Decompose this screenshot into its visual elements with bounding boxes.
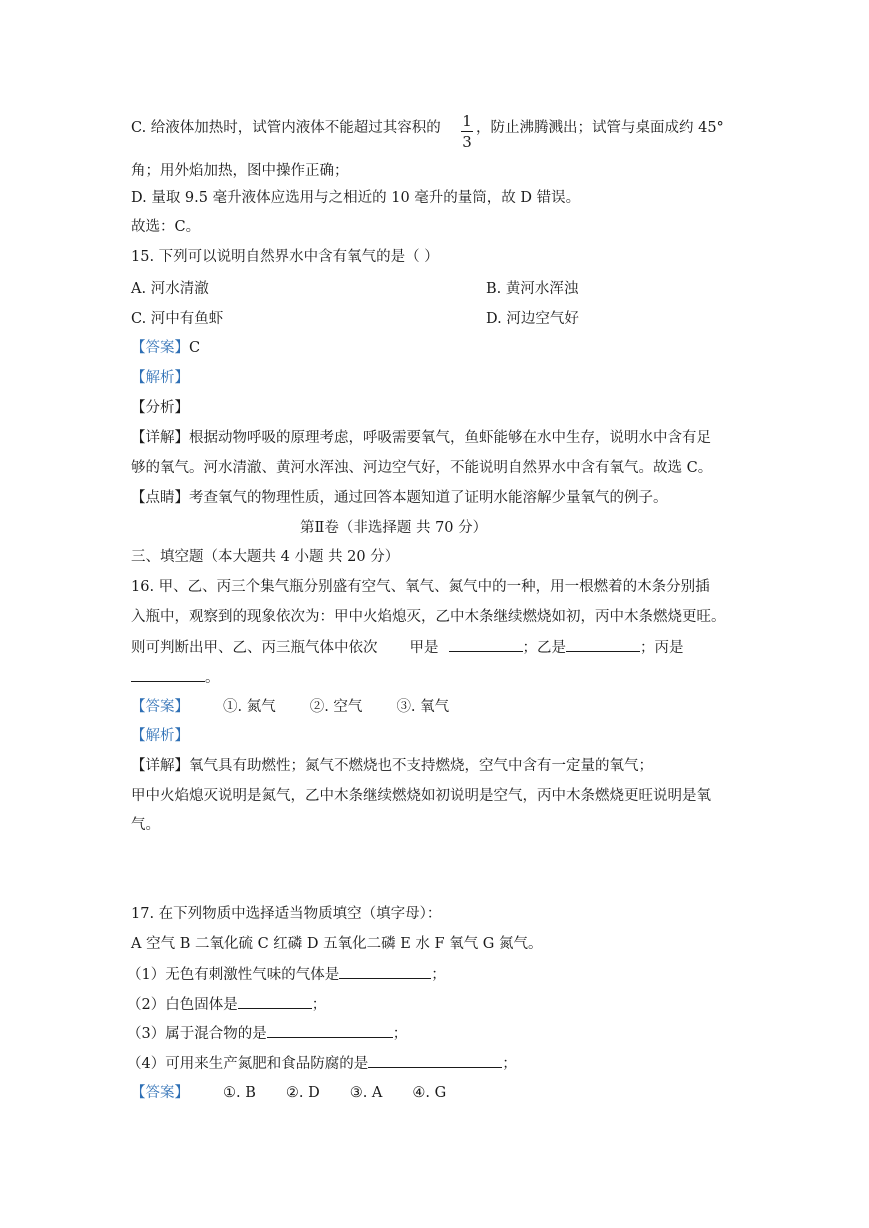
q17-item-1: （1）无色有刺激性气味的气体是 ； — [127, 964, 446, 985]
detail-tag: 【详解】 — [131, 430, 189, 446]
q17-blank-3[interactable] — [267, 1023, 393, 1038]
answer-1: ①. 氮气 — [223, 699, 276, 715]
q15-option-c: C. 河中有鱼虾 — [131, 311, 224, 327]
answer-1: ①. B — [223, 1085, 256, 1101]
answer-tag: 【答案】 — [131, 699, 189, 715]
q16-line3 — [131, 637, 684, 658]
q16-blank-bing[interactable] — [131, 667, 205, 682]
q16-jia-label: 甲是 — [409, 640, 439, 656]
answer-2: ②. D — [285, 1085, 320, 1101]
answer-4: ④. G — [412, 1085, 447, 1101]
q16-yi-label: ；乙是 — [522, 640, 566, 656]
q17-item-3: （3）属于混合物的是 ； — [127, 1023, 407, 1044]
answer-tag: 【答案】 — [131, 340, 189, 356]
q16-detail-line2: 甲中火焰熄灭说明是氮气，乙中木条继续燃烧如初说明是空气，丙中木条燃烧更旺说明是氧 — [131, 788, 711, 804]
q16-line2: 入瓶中，观察到的现象依次为：甲中火焰熄灭，乙中木条继续燃烧如初，丙中木条燃烧更旺。 — [131, 609, 726, 625]
q16-blank-jia[interactable] — [449, 637, 523, 652]
fraction-one-third — [461, 112, 473, 151]
q17-blank-1[interactable] — [339, 964, 431, 979]
q17-blank-4[interactable] — [368, 1053, 502, 1068]
q17-options: A 空气 B 二氧化硫 C 红磷 D 五氧化二磷 E 水 F 氧气 G 氮气。 — [131, 936, 543, 952]
q14-option-c-line2: 角；用外焰加热，图中操作正确； — [131, 163, 349, 179]
detail-text: 根据动物呼吸的原理考虑，呼吸需要氧气，鱼虾能够在水中生存，说明水中含有足 — [189, 430, 711, 446]
q15-option-d: D. 河边空气好 — [486, 311, 579, 327]
answer-2: ②. 空气 — [309, 699, 363, 715]
q17-item-4: （4）可用来生产氮肥和食品防腐的是 ； — [127, 1053, 517, 1074]
part3-heading: 三、填空题（本大题共 4 小题 共 20 分） — [131, 549, 400, 565]
q17-item-2: （2）白色固体是 ； — [127, 994, 326, 1015]
answer-3: ③. 氧气 — [396, 699, 450, 715]
q16-detail-line1 — [131, 756, 653, 776]
q17-stem: 17. 在下列物质中选择适当物质填空（填字母）： — [131, 906, 442, 922]
q15-option-a: A. 河水清澈 — [131, 281, 209, 297]
q15-detail-line1 — [131, 428, 711, 448]
q16-line4-end: 。 — [205, 670, 220, 686]
q15-detail-line2: 够的氧气。河水清澈、黄河水浑浊、河边空气好，不能说明自然界水中含有氧气。故选 C。 — [131, 460, 713, 476]
section-title: 第Ⅱ卷（非选择题 共 70 分） — [300, 520, 488, 536]
comment-text: 考查氧气的物理性质，通过回答本题知道了证明水能溶解少量氧气的例子。 — [189, 490, 668, 506]
q17-answer — [131, 1083, 446, 1103]
q16-line3-lead: 则可判断出甲、乙、丙三瓶气体中依次 — [131, 640, 378, 656]
q16-analysis-tag: 【解析】 — [131, 728, 189, 744]
fraction-numerator: 1 — [462, 112, 472, 130]
q14-option-c-line1: C. 给液体加热时，试管内液体不能超过其容积的 — [131, 120, 441, 136]
q15-comment — [131, 488, 668, 508]
q14-choice: 故选：C。 — [131, 219, 201, 235]
fraction-bar — [461, 131, 473, 132]
answer-value: C — [189, 340, 201, 356]
q16-detail-line3: 气。 — [131, 817, 160, 833]
answer-tag: 【答案】 — [131, 1085, 189, 1101]
detail-tag: 【详解】 — [131, 758, 189, 774]
q16-blank-yi[interactable] — [566, 637, 640, 652]
q16-line1: 16. 甲、乙、丙三个集气瓶分别盛有空气、氧气、氮气中的一种，用一根燃着的木条分别插 — [131, 579, 710, 595]
q17-blank-2[interactable] — [238, 994, 312, 1009]
q16-answer — [131, 697, 449, 717]
fraction-denominator: 3 — [462, 133, 472, 151]
q14-option-d: D. 量取 9.5 毫升液体应选用与之相近的 10 毫升的量筒，故 D 错误。 — [131, 190, 581, 206]
detail-text: 氧气具有助燃性；氮气不燃烧也不支持燃烧，空气中含有一定量的氧气； — [189, 758, 653, 774]
q15-option-b: B. 黄河水浑浊 — [486, 281, 579, 297]
q16-line4 — [131, 667, 220, 688]
q15-stem: 15. 下列可以说明自然界水中含有氧气的是（ ） — [131, 249, 439, 265]
q16-bing-label: ；丙是 — [640, 640, 684, 656]
q15-analysis-tag: 【解析】 — [131, 370, 189, 386]
answer-3: ③. A — [349, 1085, 383, 1101]
q15-answer — [131, 338, 200, 358]
comment-tag: 【点睛】 — [131, 490, 189, 506]
q14-option-c-line1-tail: ，防止沸腾溅出；试管与桌面成约 45° — [476, 120, 724, 136]
q15-fenxi-tag: 【分析】 — [131, 400, 189, 416]
